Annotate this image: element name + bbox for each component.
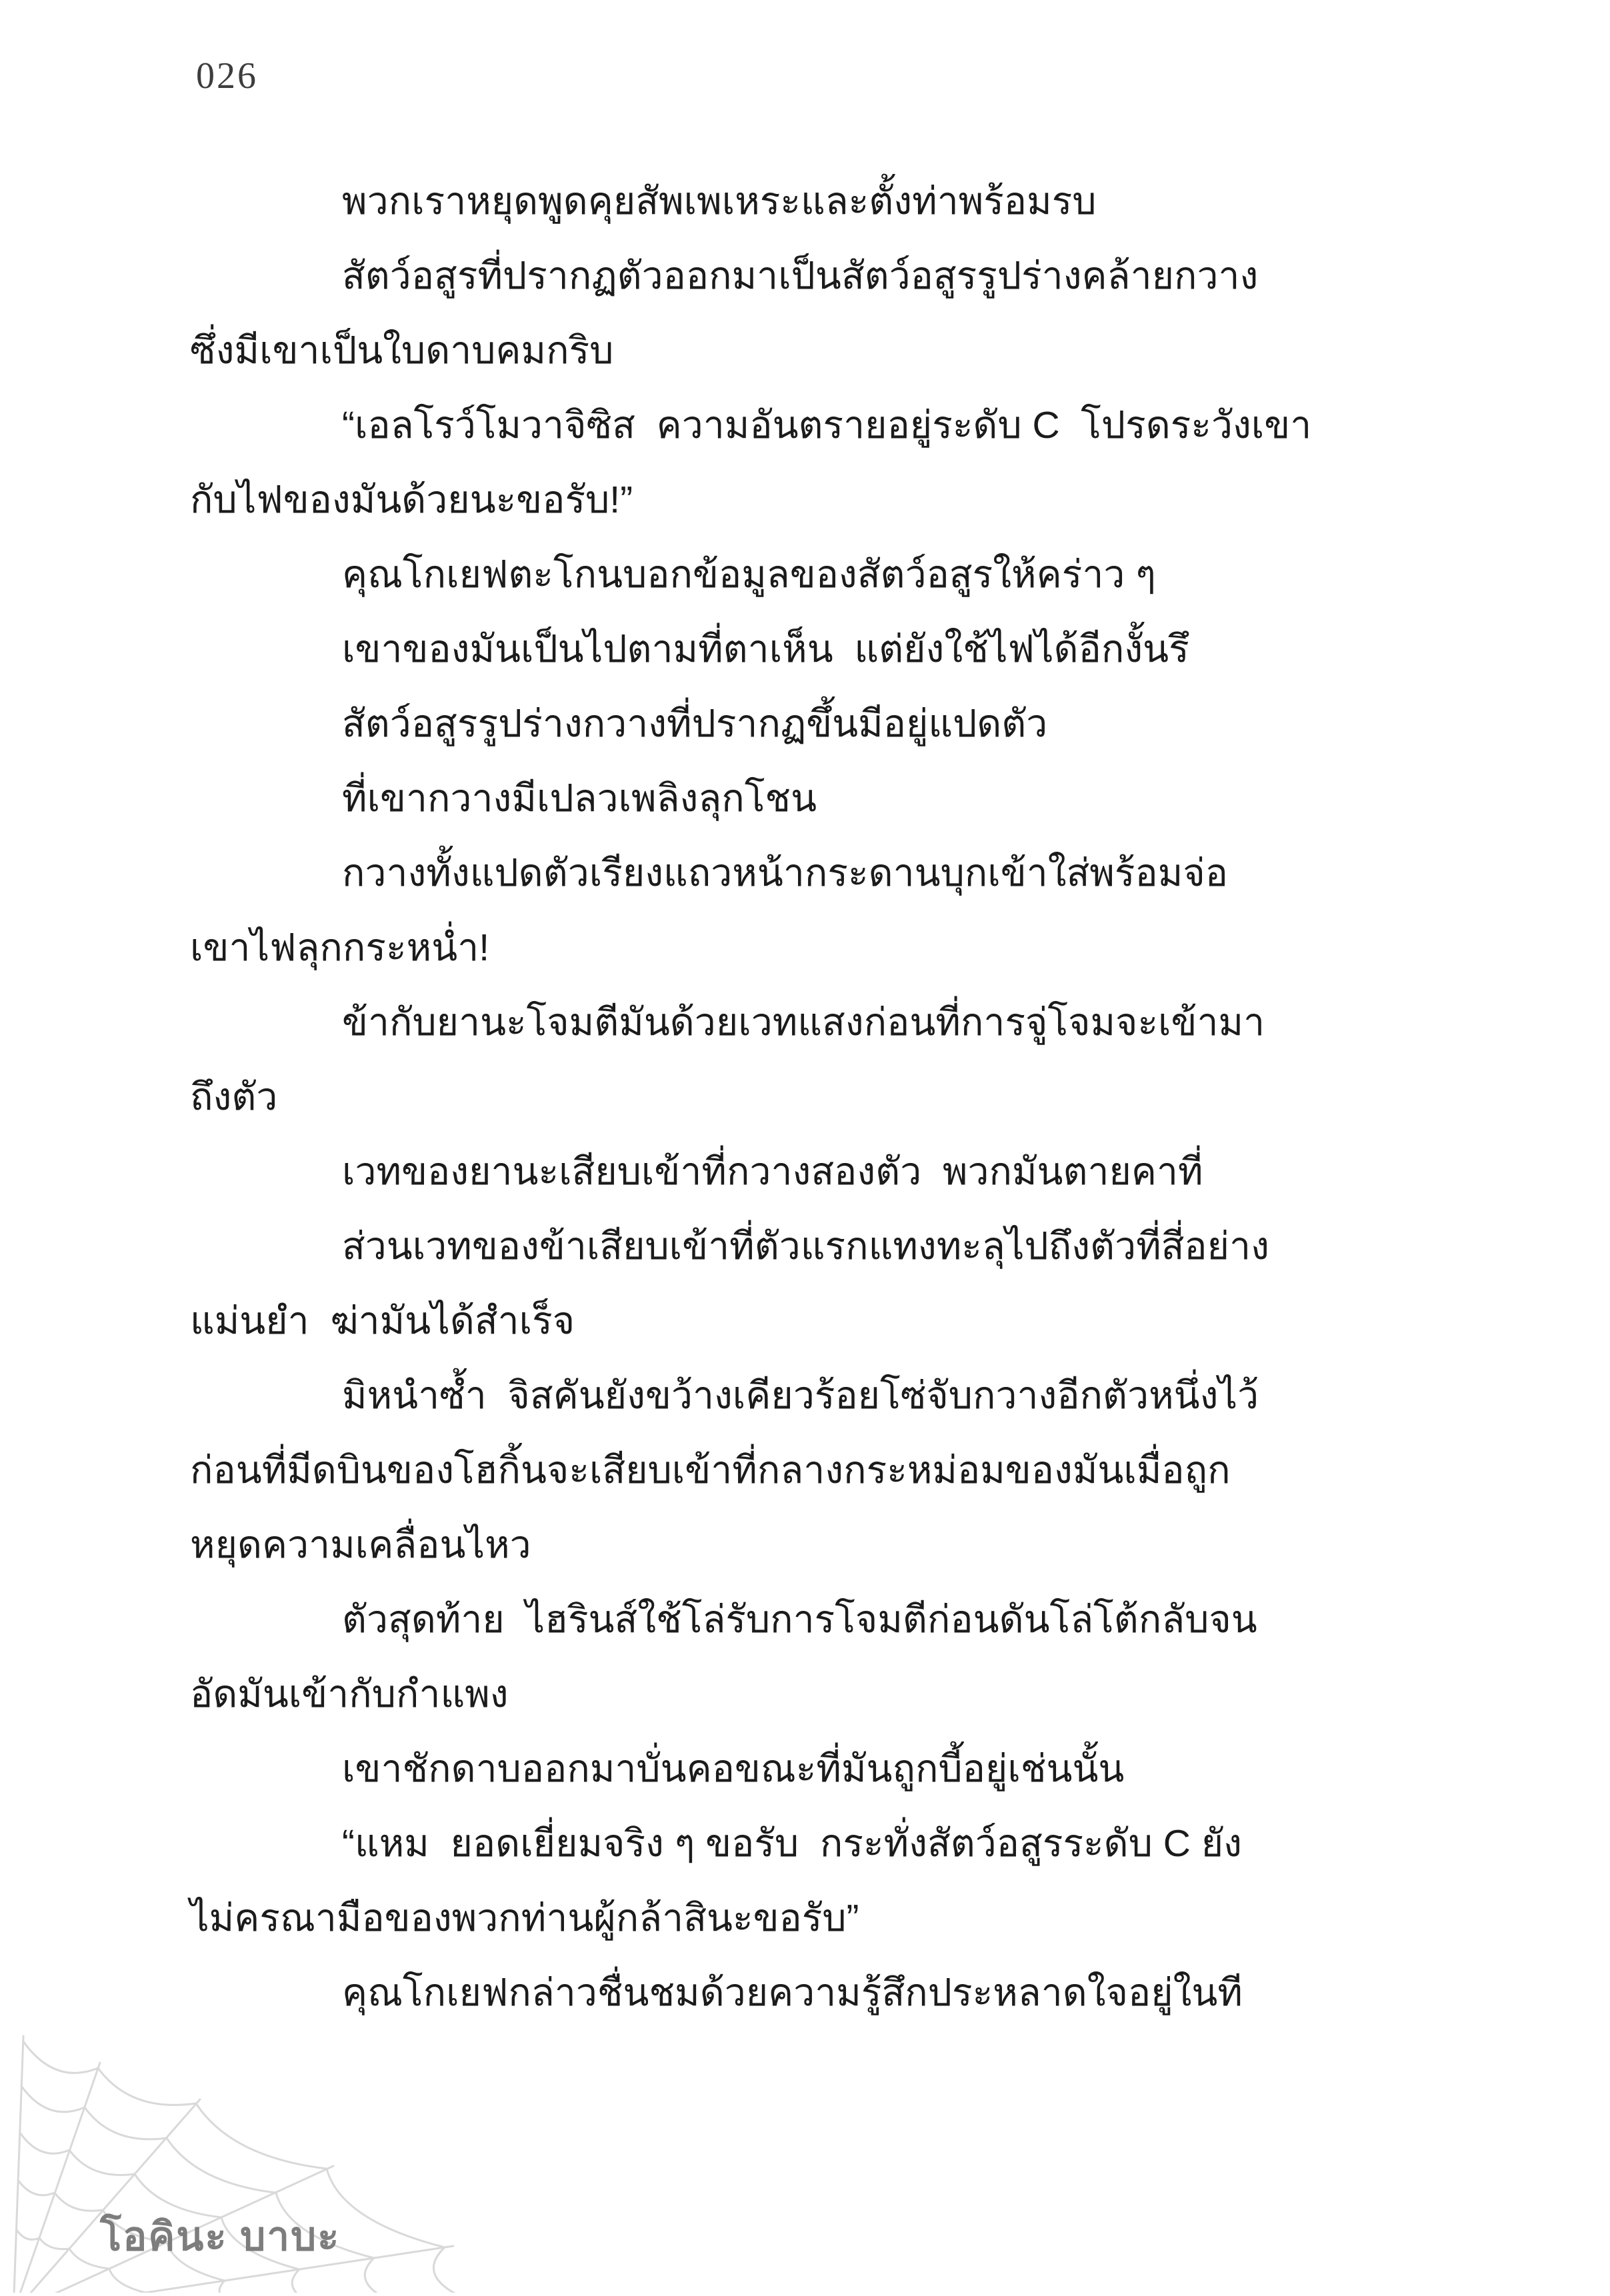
body-text	[190, 164, 1440, 2030]
text-line: ที่เขากวางมีเปลวเพลิงลุกโชน	[342, 777, 817, 820]
author-name: โอคินะ บาบะ	[100, 2214, 341, 2259]
text-line: ซึ่งมีเขาเป็นใบดาบคมกริบ	[190, 329, 614, 372]
page-number: 026	[196, 55, 258, 97]
text-line: มิหนำซ้ำ จิสคันยังขว้างเคียวร้อยโซ่จับกวางอีกตัวหนึ่งไว้	[342, 1374, 1259, 1417]
text-line: คุณโกเยฟตะโกนบอกข้อมูลของสัตว์อสูรให้คร่าว ๆ	[342, 553, 1156, 596]
text-line: คุณโกเยฟกล่าวชื่นชมด้วยความรู้สึกประหลาดใจอยู่ในที	[342, 1971, 1243, 2014]
text-line: ส่วนเวทของข้าเสียบเข้าที่ตัวแรกแทงทะลุไปถึงตัวที่สี่อย่าง	[342, 1225, 1269, 1268]
text-line: กับไฟของมันด้วยนะขอรับ!”	[190, 479, 633, 521]
text-line: “แหม ยอดเยี่ยมจริง ๆ ขอรับ กระทั่งสัตว์อสูรระดับ C ยัง	[342, 1822, 1242, 1865]
text-line: เขาชักดาบออกมาบั่นคอขณะที่มันถูกบี้อยู่เช่นนั้น	[342, 1747, 1125, 1790]
text-line: พวกเราหยุดพูดคุยสัพเพเหระและตั้งท่าพร้อมรบ	[342, 180, 1097, 223]
text-line: เวทของยานะเสียบเข้าที่กวางสองตัว พวกมันตายคาที่	[342, 1150, 1203, 1193]
text-line: “เอลโรว์โมวาจิซิส ความอันตรายอยู่ระดับ C โปรดระวังเขา	[342, 404, 1312, 447]
text-line: ข้ากับยานะโจมตีมันด้วยเวทแสงก่อนที่การจู่โจมจะเข้ามา	[342, 1001, 1265, 1044]
text-line: อัดมันเข้ากับกำแพง	[190, 1673, 509, 1716]
text-line: ตัวสุดท้าย ไฮรินส์ใช้โล่รับการโจมตีก่อนดันโล่โต้กลับจน	[342, 1598, 1257, 1641]
text-line: ถึงตัว	[190, 1076, 278, 1118]
text-line: ก่อนที่มีดบินของโฮกิ้นจะเสียบเข้าที่กลางกระหม่อมของมันเมื่อถูก	[190, 1449, 1231, 1492]
text-line: สัตว์อสูรรูปร่างกวางที่ปรากฏขึ้นมีอยู่แปดตัว	[342, 702, 1048, 745]
text-line: เขาของมันเป็นไปตามที่ตาเห็น แต่ยังใช้ไฟได้อีกงั้นรึ	[342, 628, 1189, 670]
text-line: หยุดความเคลื่อนไหว	[190, 1524, 531, 1566]
text-line: กวางทั้งแปดตัวเรียงแถวหน้ากระดานบุกเข้าใส่พร้อมจ่อ	[342, 852, 1228, 894]
text-line: แม่นยำ ฆ่ามันได้สำเร็จ	[190, 1300, 575, 1342]
text-line: ไม่ครณามือของพวกท่านผู้กล้าสินะขอรับ”	[190, 1897, 859, 1939]
text-line: สัตว์อสูรที่ปรากฏตัวออกมาเป็นสัตว์อสูรรูปร่างคล้ายกวาง	[342, 255, 1259, 297]
text-line: เขาไฟลุกกระหน่ำ!	[190, 926, 490, 969]
